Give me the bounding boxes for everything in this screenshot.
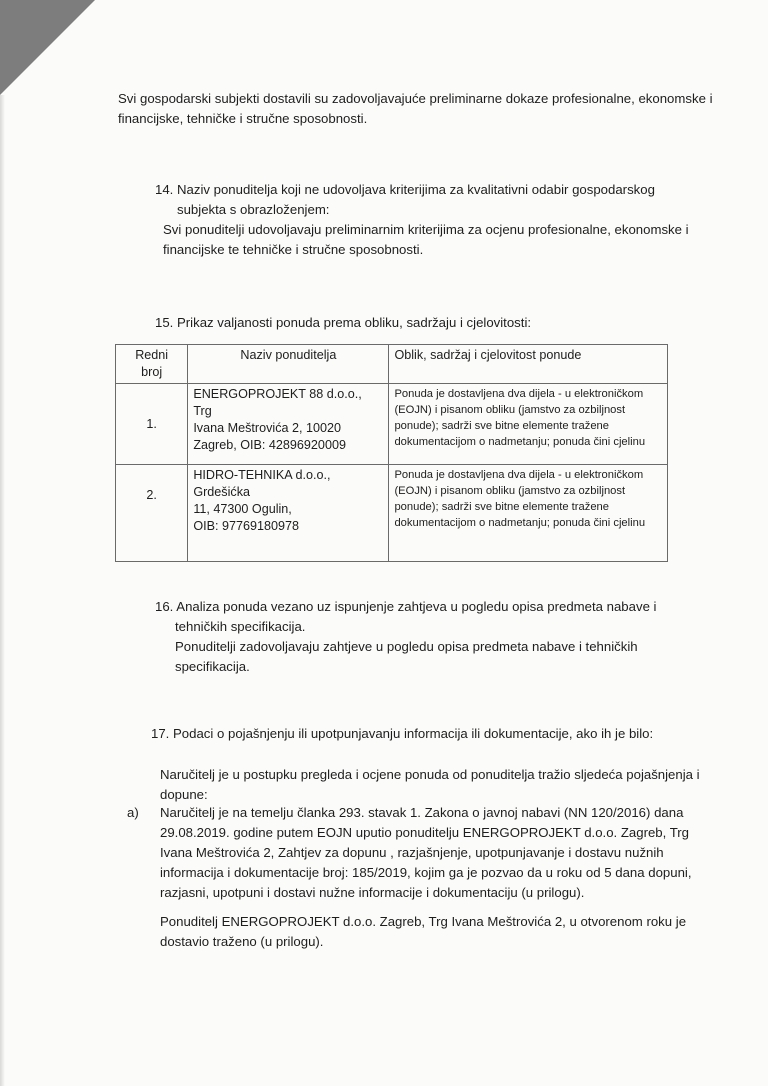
row-number: 1. (116, 384, 188, 465)
list-item-line: 29.08.2019. godine putem EOJN uputio ponuditelju ENERGOPROJEKT d.o.o. Zagreb, Trg (160, 825, 690, 840)
validity-line: (EOJN) i pisanom obliku (jamstvo za ozbiljnost (394, 485, 626, 497)
row-number: 2. (116, 465, 188, 562)
section-14-heading: 14. Naziv ponuditelja koji ne udovoljava kriterijima za kvalitativni odabir gospodarskog (155, 182, 655, 197)
section-16 (155, 597, 657, 677)
section-17-heading: 17. Podaci o pojašnjenju ili upotpunjavanju informacija ili dokumentacije, ako ih je bilo: (151, 726, 654, 741)
table-row (116, 384, 668, 465)
bidder-line: OIB: 97769180978 (193, 519, 300, 533)
section-17-paragraph (160, 765, 700, 805)
section-15-heading: 15. Prikaz valjanosti ponuda prema obliku, sadržaju i cjelovitosti: (155, 315, 532, 330)
list-marker-a: a) (127, 805, 139, 820)
paragraph-line: Naručitelj je u postupku pregleda i ocjene ponuda od ponuditelja tražio sljedeća pojašnjenja i (160, 767, 700, 782)
page-edge-shadow (0, 95, 5, 1086)
section-16-heading: tehničkih specifikacija. (175, 619, 306, 634)
bidder-line: Ivana Meštrovića 2, 10020 (193, 421, 342, 435)
bidder-line: ENERGOPROJEKT 88 d.o.o., Trg (193, 387, 362, 418)
table-row (116, 465, 668, 562)
bidder-line: HIDRO-TEHNIKA d.o.o., Grdešićka (193, 468, 331, 499)
row-validity (389, 384, 668, 465)
section-16-text: specifikacija. (175, 659, 250, 674)
validity-line: ponude); sadrži sve bitne elemente tražene (394, 420, 609, 432)
row-bidder (188, 465, 389, 562)
column-header-validity: Oblik, sadržaj i cjelovitost ponude (389, 345, 668, 384)
section-14 (155, 180, 689, 260)
paragraph-line: dostavio traženo (u prilogu). (160, 934, 324, 949)
list-item-line: Naručitelj je na temelju članka 293. stavak 1. Zakona o javnoj nabavi (NN 120/2016) dana (160, 805, 684, 820)
header-text: broj (141, 365, 163, 379)
column-header-number (116, 345, 188, 384)
list-item-line: informacija i dokumentacije broj: 185/2019, kojim ga je pozvao da u roku od 5 dana dopuni, (160, 865, 692, 880)
folded-corner (0, 0, 95, 95)
bidder-line: 11, 47300 Ogulin, (193, 502, 292, 516)
paragraph-line: Ponuditelj ENERGOPROJEKT d.o.o. Zagreb, Trg Ivana Meštrovića 2, u otvorenom roku je (160, 914, 687, 929)
row-validity (389, 465, 668, 562)
section-14-text: Svi ponuditelji udovoljavaju preliminarnim kriterijima za ocjenu profesionalne, ekonomske i (163, 222, 689, 237)
intro-paragraph (118, 89, 713, 129)
validity-line: ponude); sadrži sve bitne elemente tražene (394, 501, 609, 513)
validity-line: dokumentacijom o nadmetanju; ponuda čini cjelinu (394, 517, 646, 529)
validity-line: Ponuda je dostavljena dva dijela - u elektroničkom (394, 469, 644, 481)
row-bidder (188, 384, 389, 465)
table-header-row (116, 345, 668, 384)
section-16-text: Ponuditelji zadovoljavaju zahtjeve u pogledu opisa predmeta nabave i tehničkih (175, 639, 638, 654)
column-header-bidder: Naziv ponuditelja (188, 345, 389, 384)
intro-line: Svi gospodarski subjekti dostavili su zadovoljavajuće preliminarne dokaze profesionalne, ekonomske i (118, 91, 713, 106)
list-item-line: Ivana Meštrovića 2, Zahtjev za dopunu , razjašnjenje, upotpunjavanje i dostavu nužnih (160, 845, 664, 860)
validity-line: (EOJN) i pisanom obliku (jamstvo za ozbiljnost (394, 404, 626, 416)
list-item-a (160, 803, 692, 903)
header-text: Redni (135, 348, 169, 362)
intro-line: financijske, tehničke i stručne sposobnosti. (118, 111, 368, 126)
paragraph-line: dopune: (160, 787, 208, 802)
section-17-conclusion (160, 912, 686, 952)
section-14-heading: subjekta s obrazloženjem: (177, 202, 330, 217)
section-16-heading: 16. Analiza ponuda vezano uz ispunjenje zahtjeva u pogledu opisa predmeta nabave i (155, 599, 657, 614)
validity-line: Ponuda je dostavljena dva dijela - u elektroničkom (394, 388, 644, 400)
offers-validity-table (115, 344, 668, 562)
section-14-text: financijske te tehničke i stručne sposobnosti. (163, 242, 424, 257)
bidder-line: Zagreb, OIB: 42896920009 (193, 438, 346, 452)
validity-line: dokumentacijom o nadmetanju; ponuda čini cjelinu (394, 436, 646, 448)
list-item-line: razjasni, upotpuni i dostavi nužne informacije i dokumentaciju (u prilogu). (160, 885, 585, 900)
